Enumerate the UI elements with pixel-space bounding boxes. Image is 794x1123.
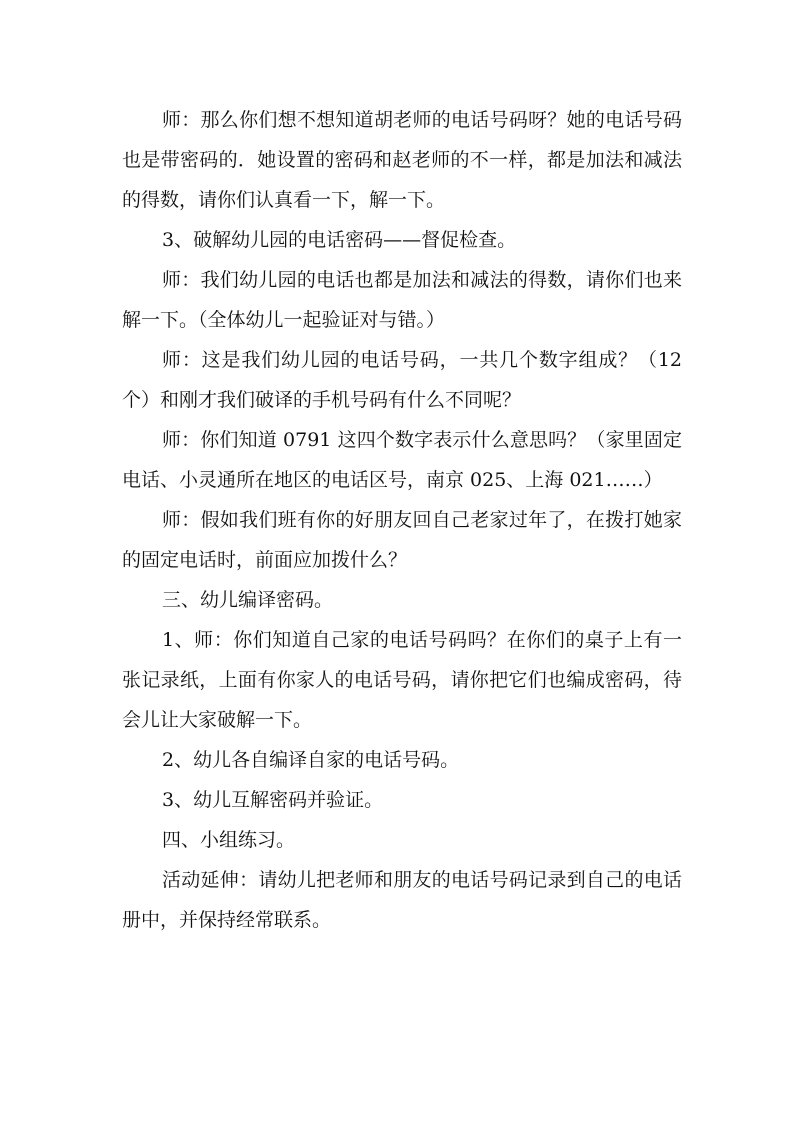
document-body <box>122 100 682 940</box>
paragraph-activity-extension: 活动延伸：请幼儿把老师和朋友的电话号码记录到自己的电话册中，并保持经常联系。 <box>122 869 682 931</box>
paragraph-section-3-heading: 三、幼儿编译密码。 <box>162 589 334 611</box>
paragraph-section-4-heading: 四、小组练习。 <box>162 829 296 851</box>
paragraph-digit-count: 师：这是我们幼儿园的电话号码，一共几个数字组成？（12 个）和刚才我们破译的手机号码有什么不同呢？ <box>122 349 682 411</box>
paragraph-hu-teacher-phone: 师：那么你们想不想知道胡老师的电话号码呀？她的电话号码也是带密码的．她设置的密码和赵老师的不一样，都是加法和减法的得数，请你们认真看一下，解一下。 <box>122 109 682 211</box>
paragraph-encode-step-3: 3、幼儿互解密码并验证。 <box>162 789 384 811</box>
paragraph-long-distance-call: 师：假如我们班有你的好朋友回自己老家过年了，在拨打她家的固定电话时，前面应加拨什么？ <box>122 509 682 571</box>
paragraph-step-3-heading: 3、破解幼儿园的电话密码——督促检查。 <box>162 229 517 251</box>
paragraph-encode-step-2: 2、幼儿各自编译自家的电话号码。 <box>162 749 460 771</box>
paragraph-encode-home-phone: 1、师：你们知道自己家的电话号码吗？在你们的桌子上有一张记录纸，上面有你家人的电话号码，请你把它们也编成密码，待会儿让大家破解一下。 <box>122 629 682 731</box>
paragraph-area-code: 师：你们知道 0791 这四个数字表示什么意思吗？（家里固定电话、小灵通所在地区的电话区号，南京 025、上海 021……） <box>122 429 682 491</box>
paragraph-kindergarten-phone: 师：我们幼儿园的电话也都是加法和减法的得数，请你们也来解一下。（全体幼儿一起验证对与错。） <box>122 269 682 331</box>
